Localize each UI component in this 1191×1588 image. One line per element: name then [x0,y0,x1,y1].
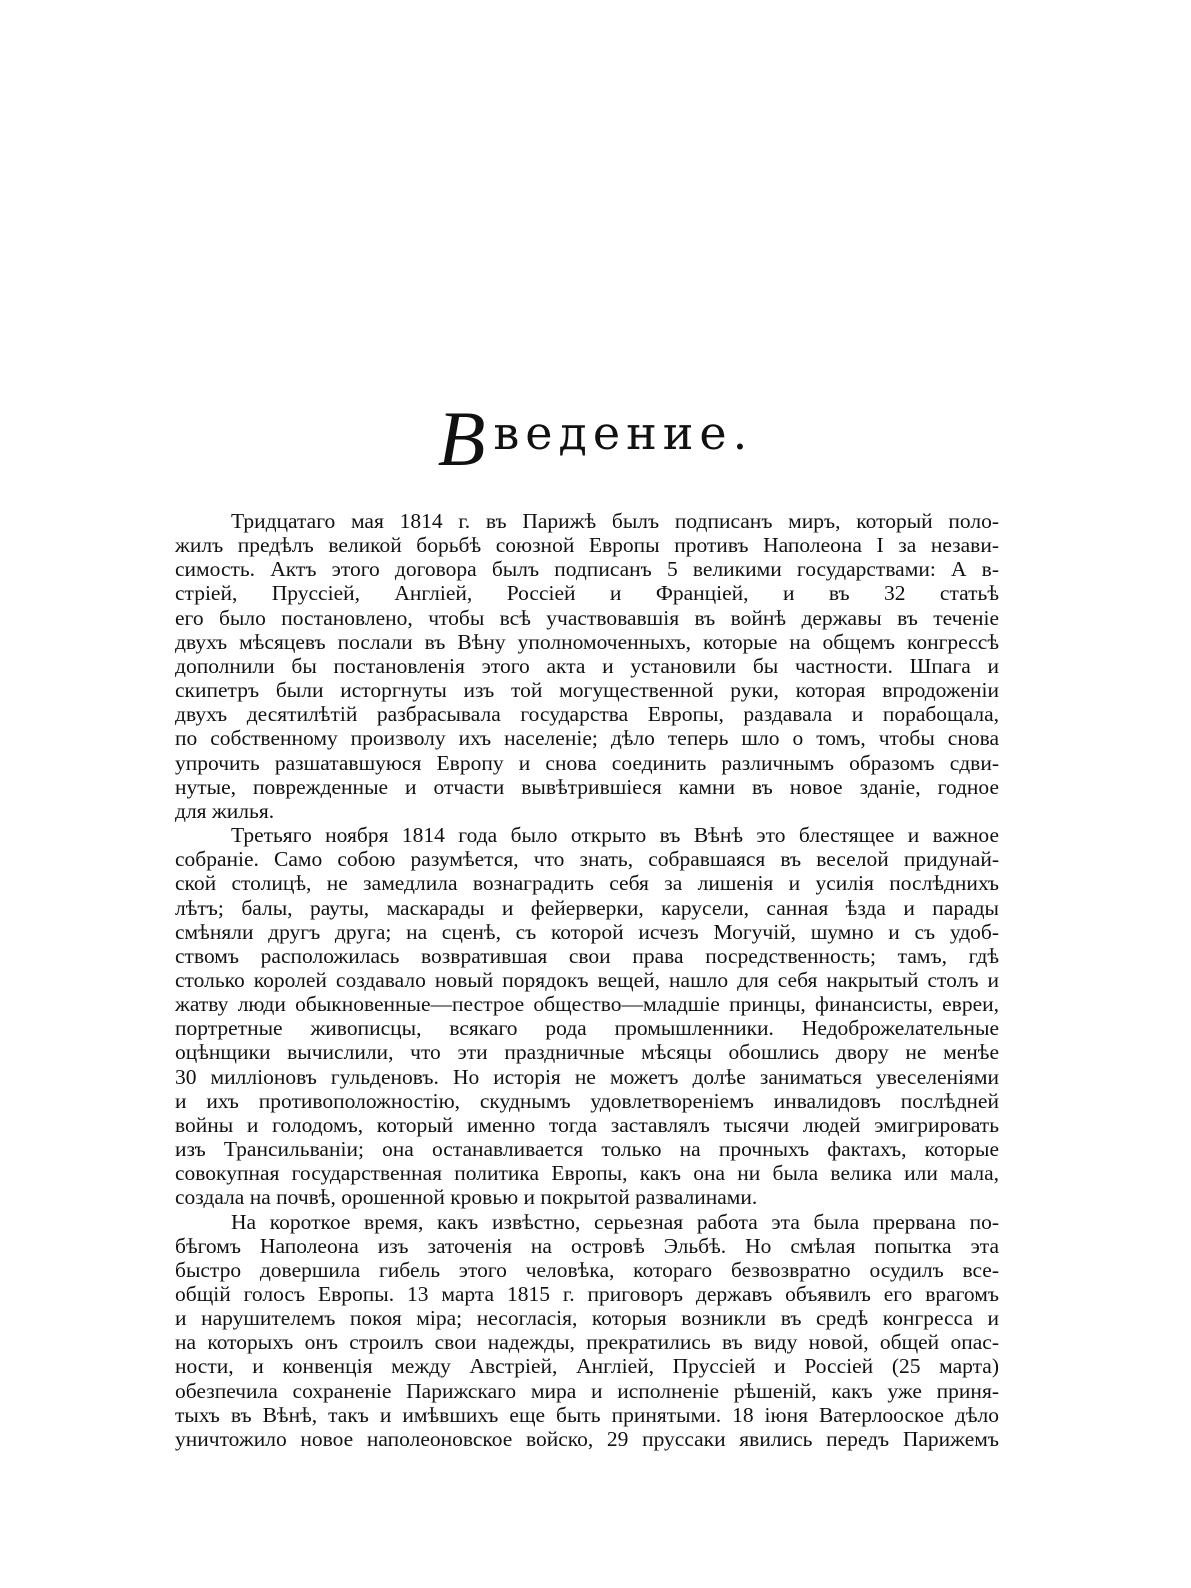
text-line: изъ Трансильваніи; она останавливается только на прочныхъ фактахъ, которые [175,1137,999,1162]
text-line: его было постановлено, чтобы всѣ участвовавшія въ войнѣ державы въ теченіе [175,605,999,630]
text-line: ности, и конвенція между Австріей, Англіей, Пруссіей и Россіей (25 марта) [175,1354,999,1379]
text-line: и ихъ противоположностію, скуднымъ удовлетвореніемъ инвалидовъ послѣдней [175,1088,999,1113]
title-initial: В [437,395,492,482]
text-line: ствомъ расположилась возвратившая свои права посредственность; тамъ, гдѣ [175,943,999,968]
text-line: двухъ мѣсяцевъ послали въ Вѣну уполномоченныхъ, которые на общемъ конгрессѣ [175,629,999,654]
text-line: оцѣнщики вычислили, что эти праздничные мѣсяцы обошлись двору не менѣе [175,1040,999,1065]
text-line: обезпечила сохраненіе Парижскаго мира и исполненіе рѣшеній, какъ уже приня- [175,1378,999,1403]
text-line: Тридцатаго мая 1814 г. въ Парижѣ былъ подписанъ миръ, который поло- [231,509,999,533]
text-line: ской столицѣ, не замедлила вознаградить себя за лишенія и усилія послѣднихъ [175,871,999,896]
text-line: войны и голодомъ, который именно тогда заставлялъ тысячи людей эмигрировать [175,1112,999,1137]
text-line: На короткое время, какъ извѣстно, серьезная работа эта была прервана по- [231,1209,999,1234]
text-line: жатву люди обыкновенные—пестрое общество—младшіе принцы, финансисты, евреи, [175,992,999,1017]
text-line: создала на почвѣ, орошенной кровью и покрытой развалинами. [175,1185,758,1210]
page-title [0,392,1191,486]
text-line: на которыхъ онъ строилъ свои надежды, прекратились въ виду новой, общей опас- [175,1330,999,1355]
text-line: и нарушителемъ покоя міра; несогласія, которыя возникли въ средѣ конгресса и [175,1306,999,1331]
text-line: Третьяго ноября 1814 года было открыто въ Вѣнѣ это блестящее и важное [231,823,999,848]
text-line: 30 милліоновъ гульденовъ. Но исторія не можетъ долѣе заниматься увеселеніями [175,1064,999,1089]
text-line: двухъ десятилѣтій разбрасывала государства Европы, раздавала и порабощала, [175,702,999,727]
text-line: общій голосъ Европы. 13 марта 1815 г. приговоръ державъ объявилъ его врагомъ [175,1282,999,1306]
text-line: дополнили бы постановленія этого акта и установили бы частности. Шпага и [175,653,999,678]
text-line: уничтожило новое наполеоновское войско, 29 пруссаки явились передъ Парижемъ [175,1426,999,1451]
title-rest: ведение. [493,406,754,460]
text-line: совокупная государственная политика Европы, какъ она ни была велика или мала, [175,1161,999,1186]
text-line: быстро довершила гибель этого человѣка, котораго безвозвратно осудилъ все- [175,1257,999,1282]
text-line: стріей, Пруссіей, Англіей, Россіей и Франціей, и въ 32 статьѣ [175,581,999,606]
text-line: портретные живописцы, всякаго рода промышленники. Недоброжелательные [175,1016,999,1041]
text-line: смѣняли другъ друга; на сценѣ, съ которой исчезъ Могучій, шумно и съ удоб- [175,919,999,944]
text-line: упрочить разшатавшуюся Европу и снова соединить различнымъ образомъ сдви- [175,750,999,775]
text-line: симость. Актъ этого договора былъ подписанъ 5 великими государствами: А в- [175,557,999,582]
body-text [175,509,999,1451]
text-line: для жилья. [175,798,275,823]
text-line: лѣтъ; балы, рауты, маскарады и фейерверки, карусели, санная ѣзда и парады [175,895,999,920]
text-line: тыхъ въ Вѣнѣ, такъ и имѣвшихъ еще быть принятыми. 18 іюня Ватерлооское дѣло [175,1402,999,1427]
text-line: по собственному произволу ихъ населеніе; дѣло теперь шло о томъ, чтобы снова [175,726,999,751]
text-line: бѣгомъ Наполеона изъ заточенія на островѣ Эльбѣ. Но смѣлая попытка эта [175,1233,999,1258]
text-line: собраніе. Само собою разумѣется, что знать, собравшаяся въ веселой придунай- [175,847,999,872]
text-line: скипетръ были исторгнуты изъ той могущественной руки, которая впродоженіи [175,678,999,703]
text-line: жилъ предѣлъ великой борьбѣ союзной Европы противъ Наполеона I за незави- [175,533,999,558]
text-line: столько королей создавало новый порядокъ вещей, нашло для себя накрытый столъ и [175,967,999,992]
text-line: нутые, поврежденные и отчасти вывѣтрившіеся камни въ новое зданіе, годное [175,774,999,799]
